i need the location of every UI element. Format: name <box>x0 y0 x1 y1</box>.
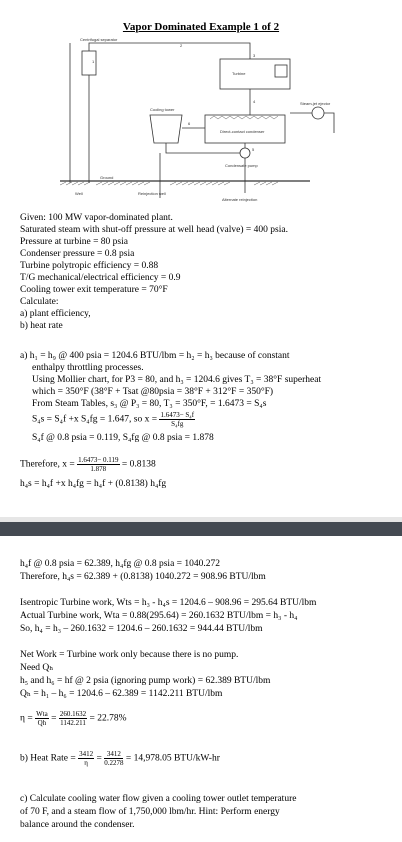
point-label-2: 2 <box>180 43 183 48</box>
h4s-line: h₄s = h₄f +x h₄fg = h₄f + (0.8138) h₄fg <box>20 479 167 489</box>
page-title: Vapor Dominated Example 1 of 2 <box>122 21 280 33</box>
therefore-num: 1.6473− 0.119 <box>78 456 119 464</box>
pump-shape <box>240 148 250 158</box>
heat-rate-left: b) Heat Rate = <box>20 753 76 764</box>
eta-num: Wta <box>36 710 48 718</box>
hr-den-1: η <box>84 759 88 767</box>
therefore-right: = 0.8138 <box>121 459 156 470</box>
hr-num-2: 3412 <box>104 750 123 759</box>
hr-fraction-1 <box>78 750 94 767</box>
given-line: Calculate: <box>20 297 59 307</box>
heat-rate-equation: b) Heat Rate = $\frac{3412}{\eta}$ = $\frac{3412}{0.2278}$ = 14,978.05 BTU/kW-hr <box>20 750 220 767</box>
label-ejector: Steam-jet ejector <box>300 101 331 106</box>
label-condensate-pump: Condensate pump <box>225 163 258 168</box>
steam-tables-line: From Steam Tables, s₃ @ P₃ = 80, T₃ = 350°F, = 1.6473 = S₄s <box>32 399 267 409</box>
hr-num-1: 3412 <box>79 750 94 758</box>
part-c-line-3: balance around the condenser. <box>20 820 135 830</box>
h4f-line: h₄f @ 0.8 psia = 62.389, h₄fg @ 0.8 psia = 1040.272 <box>20 559 221 569</box>
given-line: Turbine polytropic efficiency = 0.88 <box>20 261 159 271</box>
eta-left: η = <box>20 713 33 724</box>
h4s-result: Therefore, h₄s = 62.389 + (0.8138) 1040.272 = 908.96 BTU/lbm <box>20 572 266 582</box>
cooling-tower-shape <box>150 115 182 143</box>
ejector-shape <box>312 107 324 119</box>
given-line: Cooling tower exit temperature = 70°F <box>20 285 168 295</box>
therefore-den: 1.878 <box>90 465 107 473</box>
hr-fraction-2 <box>104 750 123 767</box>
point-label-3: 3 <box>253 53 256 58</box>
given-line: Condenser pressure = 0.8 psia <box>20 249 135 259</box>
label-ground: Ground <box>100 175 114 180</box>
given-line: Saturated steam with shut-off pressure at well head (valve) = 400 psia. <box>20 225 288 235</box>
actual-work: Actual Turbine work, Wta = 0.88(295.64) = 260.1632 BTU/lbm = h₃ - h₄ <box>20 611 298 621</box>
turbine-shape <box>220 59 290 89</box>
hr-den-2: 0.2278 <box>104 759 124 767</box>
therefore-fraction <box>77 456 119 473</box>
point-label-1: 1 <box>92 59 95 64</box>
point-label-4: 4 <box>253 99 256 104</box>
s4f-line: S₄f @ 0.8 psia = 0.119, S₄fg @ 0.8 psia = 1.878 <box>32 433 214 443</box>
net-work-line: Net Work = Turbine work only because there is no pump. <box>20 650 239 660</box>
qh-line: Qₕ = h₁ – h₆ = 1204.6 – 62.389 = 1142.211 BTU/lbm <box>20 689 223 699</box>
point-label-5: 5 <box>252 147 255 152</box>
h5-h6-line: h₅ and h₆ = hf @ 2 psia (ignoring pump work) = 62.389 BTU/lbm <box>20 676 271 686</box>
s4s-frac-den: S₄fg <box>171 420 184 428</box>
plant-schematic <box>60 33 350 211</box>
eta-fraction-2 <box>59 710 87 727</box>
mollier-line-1: Using Mollier chart, for P3 = 80, and h₃ = 1204.6 gives T₃ = 38°F superheat <box>32 375 322 385</box>
label-cooling-tower: Cooling tower <box>150 107 175 112</box>
part-c-line-2: of 70 F, and a steam flow of 1,750,000 lbm/hr. Hint: Perform energy <box>20 807 280 817</box>
page-divider <box>0 522 402 536</box>
part-c-line-1: c) Calculate cooling water flow given a cooling tower outlet temperature <box>20 794 297 804</box>
label-reinjection: Reinjection well <box>138 191 166 196</box>
label-turbine: Turbine <box>232 71 246 76</box>
given-line: Given: 100 MW vapor-dominated plant. <box>20 213 173 223</box>
s4s-fraction <box>159 411 195 428</box>
eta-num-2: 260.1632 <box>59 710 87 718</box>
solution-a1: a) h₁ = h₉ @ 400 psia = 1204.6 BTU/lbm = h₂ = h₃ because of constant <box>20 351 290 361</box>
point-label-6: 6 <box>188 121 191 126</box>
given-line: b) heat rate <box>20 321 63 331</box>
s4s-frac-num: 1.6473− S₄f <box>160 411 195 419</box>
eta-den: Qh <box>37 719 47 727</box>
s4s-left: S₄s = S₄f +x S₄fg = 1.647, so x = <box>32 414 158 425</box>
solution-a1-cont: enthalpy throttling processes. <box>32 363 144 373</box>
isentropic-work: Isentropic Turbine work, Wts = h₃ - h₄s = 1204.6 – 908.96 = 295.64 BTU/lbm <box>20 598 317 608</box>
s4s-equation <box>20 411 195 428</box>
label-alt-reinjection: Alternate reinjection <box>222 197 258 202</box>
h4-line: So, h₄ = h₃ – 260.1632 = 1204.6 – 260.1632 = 944.44 BTU/lbm <box>20 624 263 634</box>
given-line: a) plant efficiency, <box>20 309 91 319</box>
eta-fraction-1 <box>35 710 49 727</box>
eta-den-2: 1142.211 <box>60 719 86 727</box>
given-line: T/G mechanical/electrical efficiency = 0.9 <box>20 273 181 283</box>
therefore-x-equation <box>20 456 156 473</box>
label-condenser: Direct-contact condenser <box>220 129 265 134</box>
need-qh-line: Need Qₕ <box>20 663 54 673</box>
mollier-line-2: which = 350°F (38°F + Tsat @80psia = 38°F + 312°F = 350°F) <box>32 387 274 397</box>
efficiency-equation: η = $\frac{\text{Wta}}{Qh}$ = $\frac{260.1632}{1142.211}$ = 22.78% <box>20 710 127 727</box>
label-well: Well <box>75 191 83 196</box>
eta-result: = 22.78% <box>89 713 127 724</box>
given-line: Pressure at turbine = 80 psia <box>20 237 128 247</box>
therefore-left: Therefore, x = <box>20 459 75 470</box>
label-separator: Centrifugal separator <box>80 37 118 42</box>
hr-result: = 14,978.05 BTU/kW-hr <box>125 753 220 764</box>
